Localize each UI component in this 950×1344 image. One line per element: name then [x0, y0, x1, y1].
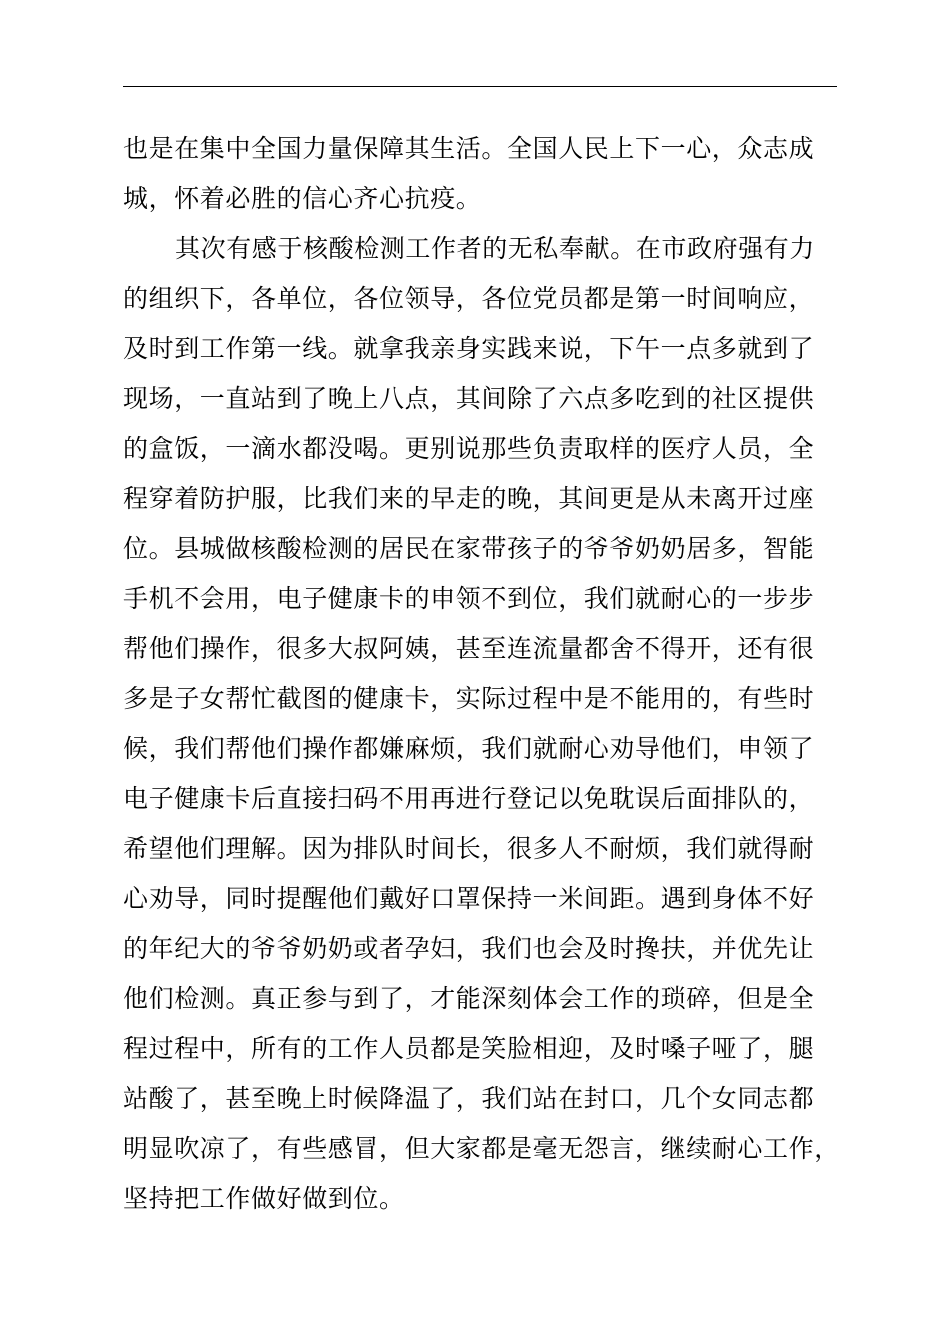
- text-line: 明显吹凉了，有些感冒，但大家都是毫无怨言，继续耐心工作，: [123, 1134, 840, 1163]
- text-line: 及时到工作第一线。就拿我亲身实践来说，下午一点多就到了: [123, 334, 815, 363]
- text-line: 也是在集中全国力量保障其生活。全国人民上下一心，众志成: [123, 134, 815, 163]
- text-line: 候，我们帮他们操作都嫌麻烦，我们就耐心劝导他们，申领了: [123, 734, 815, 763]
- text-line: 坚持把工作做好做到位。: [123, 1184, 405, 1213]
- text-line: 程过程中，所有的工作人员都是笑脸相迎，及时嗓子哑了，腿: [123, 1034, 815, 1063]
- paragraph-start-line: 其次有感于核酸检测工作者的无私奉献。在市政府强有力: [175, 234, 816, 263]
- text-line: 的组织下，各单位，各位领导，各位党员都是第一时间响应，: [123, 284, 815, 313]
- text-line: 手机不会用，电子健康卡的申领不到位，我们就耐心的一步步: [123, 584, 815, 613]
- text-line: 多是子女帮忙截图的健康卡，实际过程中是不能用的，有些时: [123, 684, 815, 713]
- text-line: 的年纪大的爷爷奶奶或者孕妇，我们也会及时搀扶，并优先让: [123, 934, 815, 963]
- text-line: 电子健康卡后直接扫码不用再进行登记以免耽误后面排队的，: [123, 784, 815, 813]
- text-line: 的盒饭，一滴水都没喝。更别说那些负责取样的医疗人员，全: [123, 434, 815, 463]
- text-line: 城，怀着必胜的信心齐心抗疫。: [123, 184, 482, 213]
- text-line: 他们检测。真正参与到了，才能深刻体会工作的琐碎，但是全: [123, 984, 815, 1013]
- header-rule: [123, 86, 837, 87]
- text-line: 站酸了，甚至晚上时候降温了，我们站在封口，几个女同志都: [123, 1084, 815, 1113]
- text-line: 心劝导，同时提醒他们戴好口罩保持一米间距。遇到身体不好: [123, 884, 815, 913]
- text-line: 程穿着防护服，比我们来的早走的晚，其间更是从未离开过座: [123, 484, 815, 513]
- text-line: 希望他们理解。因为排队时间长，很多人不耐烦，我们就得耐: [123, 834, 815, 863]
- text-line: 位。县城做核酸检测的居民在家带孩子的爷爷奶奶居多，智能: [123, 534, 815, 563]
- text-line: 现场，一直站到了晚上八点，其间除了六点多吃到的社区提供: [123, 384, 815, 413]
- text-line: 帮他们操作，很多大叔阿姨，甚至连流量都舍不得开，还有很: [123, 634, 815, 663]
